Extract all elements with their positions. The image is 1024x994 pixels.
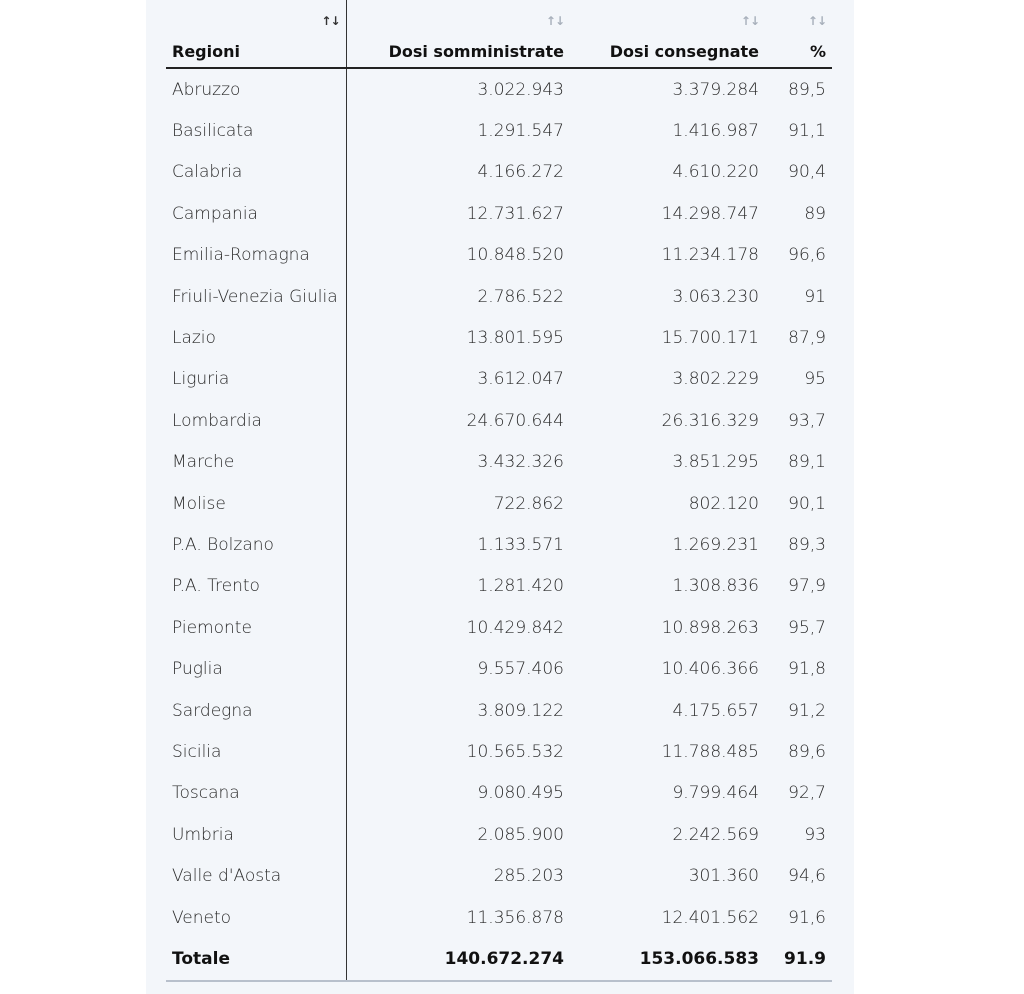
table-row <box>166 235 832 276</box>
cell-region: Abruzzo <box>166 68 346 110</box>
cell-percent: 91,1 <box>788 121 826 142</box>
cell-administered: 1.281.420 <box>477 576 564 597</box>
cell-administered: 3.432.326 <box>477 452 564 473</box>
cell-region: Toscana <box>166 773 346 814</box>
table-row <box>166 648 832 689</box>
cell-administered: 140.672.274 <box>346 938 570 981</box>
cell-region: Calabria <box>166 152 346 193</box>
table-header-row <box>166 0 832 68</box>
column-header-administered[interactable] <box>346 0 570 68</box>
column-header-region[interactable] <box>166 0 346 68</box>
cell-administered: 10.565.532 <box>466 741 564 762</box>
table-row <box>166 607 832 648</box>
cell-percent: 90,1 <box>788 493 826 514</box>
cell-region: Molise <box>166 483 346 524</box>
column-header-percent[interactable] <box>765 0 832 68</box>
cell-delivered: 802.120 <box>688 493 759 514</box>
column-header-label: Regioni <box>172 42 240 61</box>
table-panel <box>146 0 854 994</box>
cell-percent: 87,9 <box>788 328 826 349</box>
cell-administered: 722.862 <box>493 493 564 514</box>
table-row <box>166 442 832 483</box>
cell-region: Totale <box>166 938 346 981</box>
cell-percent: 91,8 <box>788 659 826 680</box>
sort-arrows-icon[interactable]: ↑↓ <box>740 14 759 28</box>
table-row <box>166 731 832 772</box>
cell-delivered: 3.379.284 <box>672 79 759 100</box>
cell-region: Basilicata <box>166 110 346 151</box>
table-row <box>166 193 832 234</box>
table-row <box>166 68 832 110</box>
cell-percent: 91,6 <box>788 907 826 928</box>
cell-percent: 89,5 <box>788 79 826 100</box>
cell-administered: 3.612.047 <box>477 369 564 390</box>
table-row <box>166 690 832 731</box>
table-row <box>166 152 832 193</box>
cell-region: Lazio <box>166 317 346 358</box>
cell-region: Lombardia <box>166 400 346 441</box>
cell-delivered: 11.788.485 <box>661 741 759 762</box>
cell-administered: 9.080.495 <box>477 783 564 804</box>
table-body <box>166 68 832 981</box>
cell-administered: 2.085.900 <box>477 824 564 845</box>
cell-administered: 10.429.842 <box>466 617 564 638</box>
cell-percent: 89,6 <box>788 741 826 762</box>
cell-administered: 1.133.571 <box>477 534 564 555</box>
cell-region: Friuli-Venezia Giulia <box>166 276 346 317</box>
cell-administered: 2.786.522 <box>477 286 564 307</box>
sort-arrows-icon[interactable]: ↑↓ <box>545 14 564 28</box>
cell-region: Veneto <box>166 897 346 938</box>
cell-delivered: 153.066.583 <box>570 938 765 981</box>
cell-administered: 3.022.943 <box>477 79 564 100</box>
cell-percent: 95 <box>804 369 826 390</box>
cell-percent: 91.9 <box>765 938 832 981</box>
cell-region: Puglia <box>166 648 346 689</box>
cell-delivered: 1.416.987 <box>672 121 759 142</box>
cell-region: Piemonte <box>166 607 346 648</box>
cell-administered: 4.166.272 <box>477 162 564 183</box>
cell-region: Marche <box>166 442 346 483</box>
cell-percent: 92,7 <box>788 783 826 804</box>
column-header-delivered[interactable] <box>570 0 765 68</box>
cell-delivered: 14.298.747 <box>661 203 759 224</box>
cell-region: P.A. Bolzano <box>166 524 346 565</box>
cell-delivered: 2.242.569 <box>672 824 759 845</box>
cell-delivered: 12.401.562 <box>661 907 759 928</box>
cell-administered: 9.557.406 <box>477 659 564 680</box>
table-row <box>166 814 832 855</box>
table-row <box>166 897 832 938</box>
cell-administered: 12.731.627 <box>466 203 564 224</box>
cell-region: Valle d'Aosta <box>166 855 346 896</box>
cell-percent: 89,1 <box>788 452 826 473</box>
table-row <box>166 566 832 607</box>
cell-administered: 13.801.595 <box>466 328 564 349</box>
cell-percent: 91 <box>804 286 826 307</box>
cell-percent: 94,6 <box>788 866 826 887</box>
cell-region: Campania <box>166 193 346 234</box>
cell-delivered: 4.175.657 <box>672 700 759 721</box>
cell-administered: 11.356.878 <box>466 907 564 928</box>
cell-percent: 97,9 <box>788 576 826 597</box>
table-row <box>166 855 832 896</box>
cell-region: Liguria <box>166 359 346 400</box>
table-row <box>166 400 832 441</box>
cell-percent: 93 <box>804 824 826 845</box>
column-header-label: Dosi consegnate <box>609 42 759 61</box>
cell-delivered: 301.360 <box>688 866 759 887</box>
sort-arrows-icon[interactable]: ↑↓ <box>321 14 340 28</box>
table-row <box>166 483 832 524</box>
cell-delivered: 9.799.464 <box>672 783 759 804</box>
cell-administered: 285.203 <box>493 866 564 887</box>
cell-administered: 10.848.520 <box>466 245 564 266</box>
column-header-label: Dosi somministrate <box>388 42 564 61</box>
cell-region: Sardegna <box>166 690 346 731</box>
table-total-row <box>166 938 832 981</box>
cell-delivered: 3.851.295 <box>672 452 759 473</box>
sort-arrows-icon[interactable]: ↑↓ <box>807 14 826 28</box>
cell-delivered: 11.234.178 <box>661 245 759 266</box>
cell-administered: 3.809.122 <box>477 700 564 721</box>
cell-delivered: 1.308.836 <box>672 576 759 597</box>
cell-delivered: 3.063.230 <box>672 286 759 307</box>
cell-percent: 89,3 <box>788 534 826 555</box>
table-row <box>166 110 832 151</box>
cell-region: Umbria <box>166 814 346 855</box>
table-row <box>166 359 832 400</box>
cell-administered: 24.670.644 <box>466 410 564 431</box>
table-row <box>166 276 832 317</box>
cell-administered: 1.291.547 <box>477 121 564 142</box>
cell-delivered: 26.316.329 <box>661 410 759 431</box>
cell-percent: 91,2 <box>788 700 826 721</box>
column-header-label: % <box>809 42 826 61</box>
cell-region: Sicilia <box>166 731 346 772</box>
cell-delivered: 10.406.366 <box>661 659 759 680</box>
cell-delivered: 15.700.171 <box>661 328 759 349</box>
cell-region: P.A. Trento <box>166 566 346 607</box>
vaccine-doses-table <box>166 0 832 982</box>
cell-region: Emilia-Romagna <box>166 235 346 276</box>
table-row <box>166 773 832 814</box>
cell-percent: 95,7 <box>788 617 826 638</box>
cell-percent: 89 <box>804 203 826 224</box>
cell-percent: 96,6 <box>788 245 826 266</box>
table-row <box>166 524 832 565</box>
cell-percent: 93,7 <box>788 410 826 431</box>
cell-delivered: 10.898.263 <box>661 617 759 638</box>
cell-delivered: 1.269.231 <box>672 534 759 555</box>
cell-percent: 90,4 <box>788 162 826 183</box>
cell-delivered: 3.802.229 <box>672 369 759 390</box>
table-row <box>166 317 832 358</box>
cell-delivered: 4.610.220 <box>672 162 759 183</box>
